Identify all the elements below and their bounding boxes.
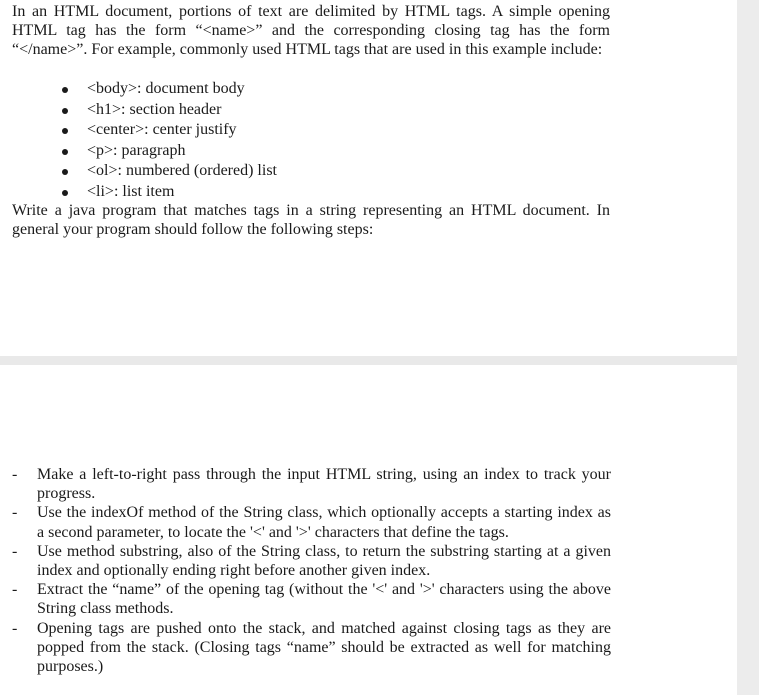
intro-paragraph: In an HTML document, portions of text are delimited by HTML tags. A simple opening HTML tag has the form “<name>” and the corresponding closing tag has the form “</name>”. For example, commonly used HTML tags that are used in this example include: xyxy=(12,3,610,59)
steps-list xyxy=(0,465,611,676)
list-item xyxy=(0,580,611,618)
list-item xyxy=(0,619,611,677)
step-text: Use the indexOf method of the String class, which optionally accepts a starting index as a second parameter, to locate the '<' and '>' characters that define the tags. xyxy=(37,504,611,541)
section-divider xyxy=(0,356,737,365)
list-item: <p>: paragraph xyxy=(0,141,277,162)
dash-marker: - xyxy=(12,504,18,522)
list-item xyxy=(0,503,611,541)
problem-description-panel xyxy=(0,0,737,356)
list-item xyxy=(0,542,611,580)
task-paragraph: Write a java program that matches tags in a string representing an HTML document. In general your program should follow the following steps: xyxy=(12,202,610,239)
list-item: <li>: list item xyxy=(0,182,277,203)
dash-marker: - xyxy=(12,542,18,560)
list-item xyxy=(0,465,611,503)
steps-panel xyxy=(0,365,737,695)
dash-marker: - xyxy=(12,619,18,637)
right-scroll-gutter xyxy=(737,0,759,695)
step-text: Extract the “name” of the opening tag (without the '<' and '>' characters using the above String class methods. xyxy=(37,581,611,618)
html-tag-list xyxy=(0,79,277,202)
list-item: <h1>: section header xyxy=(0,100,277,121)
list-item: <body>: document body xyxy=(0,79,277,100)
dash-marker: - xyxy=(12,581,18,599)
step-text: Make a left-to-right pass through the input HTML string, using an index to track your progress. xyxy=(37,466,611,503)
list-item: <ol>: numbered (ordered) list xyxy=(0,161,277,182)
step-text: Use method substring, also of the String class, to return the substring starting at a given index and optionally ending right before another given index. xyxy=(37,542,611,580)
step-text: Opening tags are pushed onto the stack, and matched against closing tags as they are popped from the stack. (Closing tags “name” should be extracted as well for matching purposes.) xyxy=(37,619,611,676)
list-item: <center>: center justify xyxy=(0,120,277,141)
dash-marker: - xyxy=(12,466,18,483)
